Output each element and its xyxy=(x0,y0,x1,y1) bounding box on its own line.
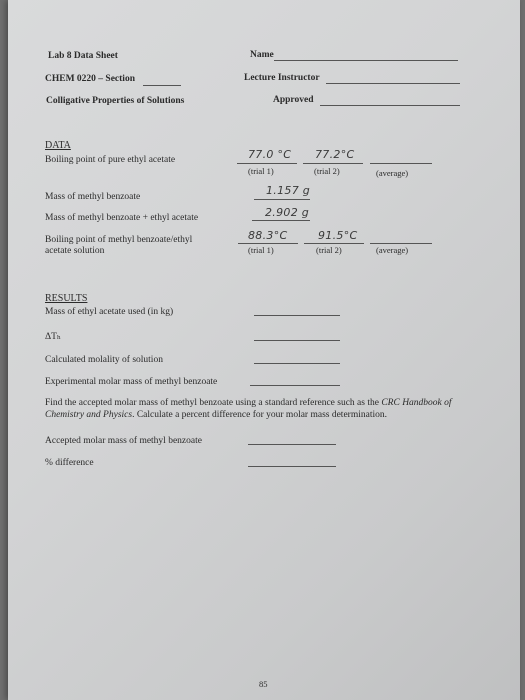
mass-total-value: 2.902 g xyxy=(265,206,310,219)
data-heading: DATA xyxy=(45,140,71,151)
molality-label: Calculated molality of solution xyxy=(45,355,163,365)
boiling-solution-trial1-value: 88.3°C xyxy=(248,229,288,242)
mass-ethyl-kg-field[interactable] xyxy=(254,315,340,316)
boiling-solution-trial1-line[interactable] xyxy=(238,243,298,244)
percent-difference-label: % difference xyxy=(45,458,94,468)
instructions-text-2: . Calculate a percent difference for your molar mass determination. xyxy=(132,410,387,420)
subtitle: Colligative Properties of Solutions xyxy=(46,96,185,106)
name-label: Name xyxy=(250,50,274,60)
course-section-label: CHEM 0220 – Section xyxy=(45,74,135,84)
accepted-molar-mass-label: Accepted molar mass of methyl benzoate xyxy=(45,436,202,446)
delta-tb-field[interactable] xyxy=(254,340,340,341)
molality-field[interactable] xyxy=(254,363,340,364)
instructor-field[interactable] xyxy=(326,83,460,84)
boiling-pure-trial2-value: 77.2°C xyxy=(315,148,355,161)
solution-average-label: (average) xyxy=(376,245,409,255)
instructions-reference: CRC Handbook of Chemistry and Physics xyxy=(45,398,452,420)
mass-benzoate-line[interactable] xyxy=(254,199,310,200)
percent-difference-field[interactable] xyxy=(248,466,336,467)
boiling-pure-trial1-line[interactable] xyxy=(237,163,297,164)
mass-benzoate-value: 1.157 g xyxy=(266,184,311,197)
boiling-pure-trial2-line[interactable] xyxy=(303,163,363,164)
boiling-solution-label-1: Boiling point of methyl benzoate/ethyl xyxy=(45,235,193,245)
boiling-pure-label: Boiling point of pure ethyl acetate xyxy=(45,155,176,165)
molar-mass-exp-field[interactable] xyxy=(250,385,340,386)
delta-tb-label: ΔTₕ xyxy=(45,332,62,342)
boiling-pure-trial1-value: 77.0 °C xyxy=(248,148,292,161)
data-sheet-page xyxy=(8,0,520,700)
mass-benzoate-label: Mass of methyl benzoate xyxy=(45,192,141,202)
page-number: 85 xyxy=(259,679,268,689)
boiling-solution-trial2-line[interactable] xyxy=(304,243,364,244)
boiling-solution-average-line[interactable] xyxy=(370,243,432,244)
trial1-label: (trial 1) xyxy=(248,166,274,176)
boiling-pure-average-line[interactable] xyxy=(370,163,432,164)
instructor-label: Lecture Instructor xyxy=(244,73,320,83)
trial2-label: (trial 2) xyxy=(314,166,340,176)
instructions-text-1: Find the accepted molar mass of methyl benzoate using a standard reference such as the xyxy=(45,398,382,408)
lab-title: Lab 8 Data Sheet xyxy=(48,51,118,61)
mass-total-line[interactable] xyxy=(252,220,310,221)
approved-label: Approved xyxy=(273,95,314,105)
solution-trial2-label: (trial 2) xyxy=(316,245,342,255)
boiling-solution-trial2-value: 91.5°C xyxy=(318,229,358,242)
instructions-paragraph xyxy=(45,397,485,421)
results-heading: RESULTS xyxy=(45,293,88,304)
solution-trial1-label: (trial 1) xyxy=(248,245,274,255)
boiling-solution-label-2: acetate solution xyxy=(45,246,105,256)
approved-field[interactable] xyxy=(320,105,460,106)
mass-total-label: Mass of methyl benzoate + ethyl acetate xyxy=(45,213,199,223)
name-field[interactable] xyxy=(274,60,458,61)
accepted-molar-mass-field[interactable] xyxy=(248,444,336,445)
mass-ethyl-kg-label: Mass of ethyl acetate used (in kg) xyxy=(45,307,174,317)
molar-mass-exp-label: Experimental molar mass of methyl benzoate xyxy=(45,377,218,387)
average-label: (average) xyxy=(376,168,409,178)
section-blank[interactable] xyxy=(143,85,181,86)
